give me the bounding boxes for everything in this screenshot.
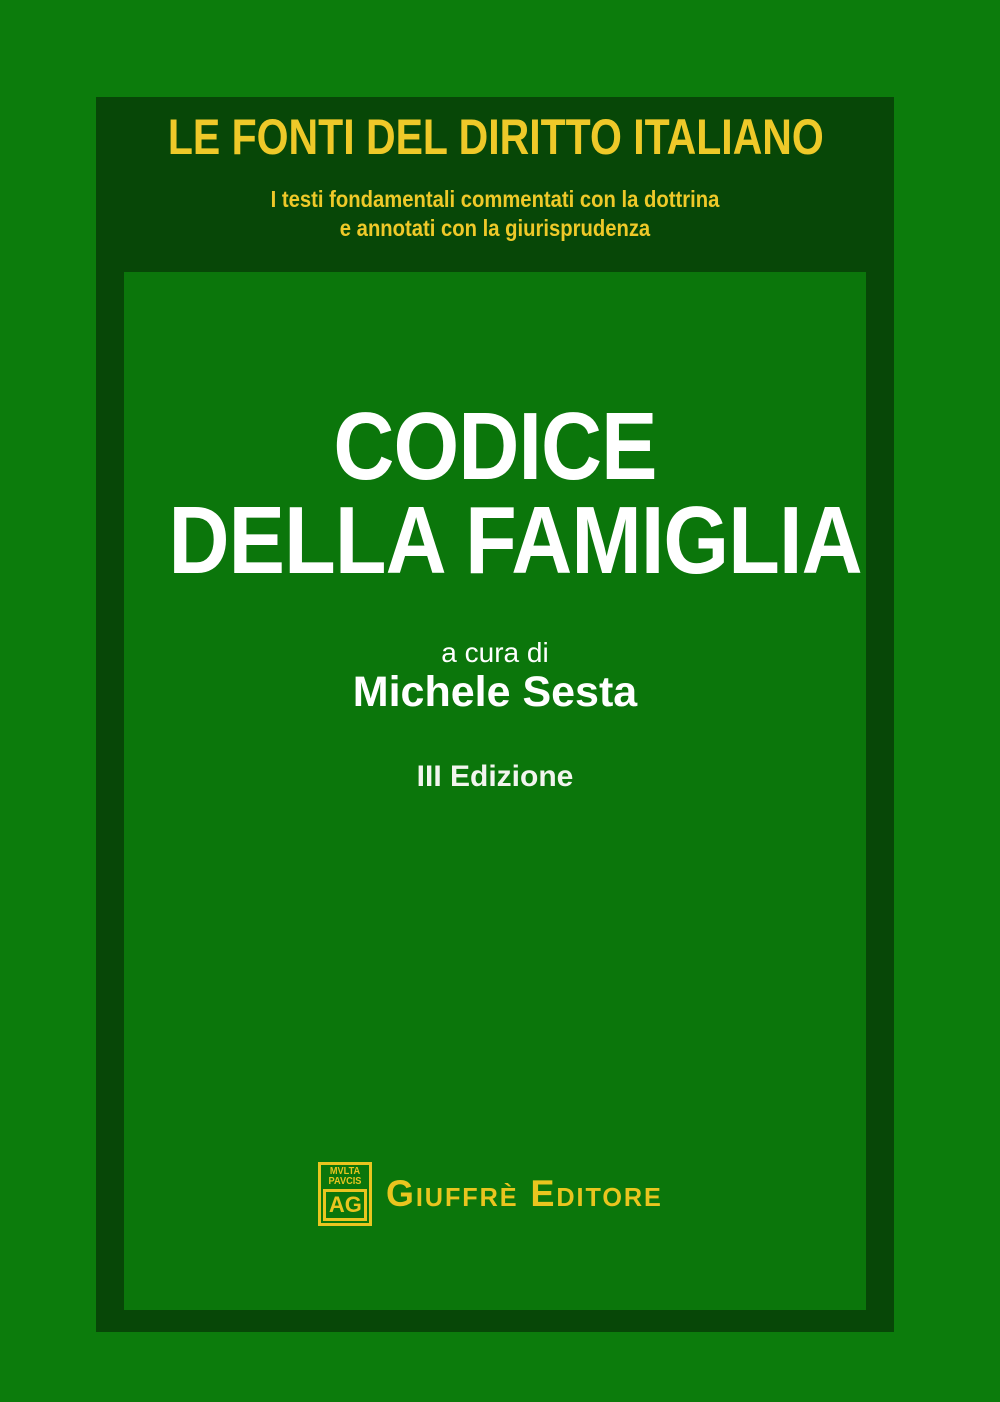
series-subtitle-line-2: e annotati con la giurisprudenza	[339, 215, 651, 241]
publisher-motto	[325, 1167, 365, 1187]
publisher-name: Giuffrè Editore	[386, 1173, 664, 1214]
series-subtitle-line-1: I testi fondamentali commentati con la dottrina	[270, 186, 720, 212]
publisher-block	[124, 1162, 866, 1226]
cover-panel	[124, 272, 866, 1310]
cover-frame	[96, 97, 894, 1332]
publisher-motto-line-1: MVLTA	[330, 1166, 361, 1177]
book-title	[168, 393, 862, 594]
series-subtitle	[144, 185, 846, 243]
publisher-monogram: AG	[323, 1189, 367, 1221]
curated-by-block	[124, 638, 866, 715]
curated-by-label: a cura di	[441, 637, 549, 668]
publisher-logo	[318, 1162, 372, 1226]
author-name: Michele Sesta	[352, 668, 638, 716]
publisher-motto-line-2: PAVCIS	[328, 1176, 362, 1187]
book-title-line-1: CODICE	[333, 393, 657, 500]
series-title: LE FONTI DEL DIRITTO ITALIANO	[167, 109, 824, 165]
edition-label: III Edizione	[416, 760, 574, 793]
book-title-line-2: DELLA FAMIGLIA	[168, 487, 862, 594]
